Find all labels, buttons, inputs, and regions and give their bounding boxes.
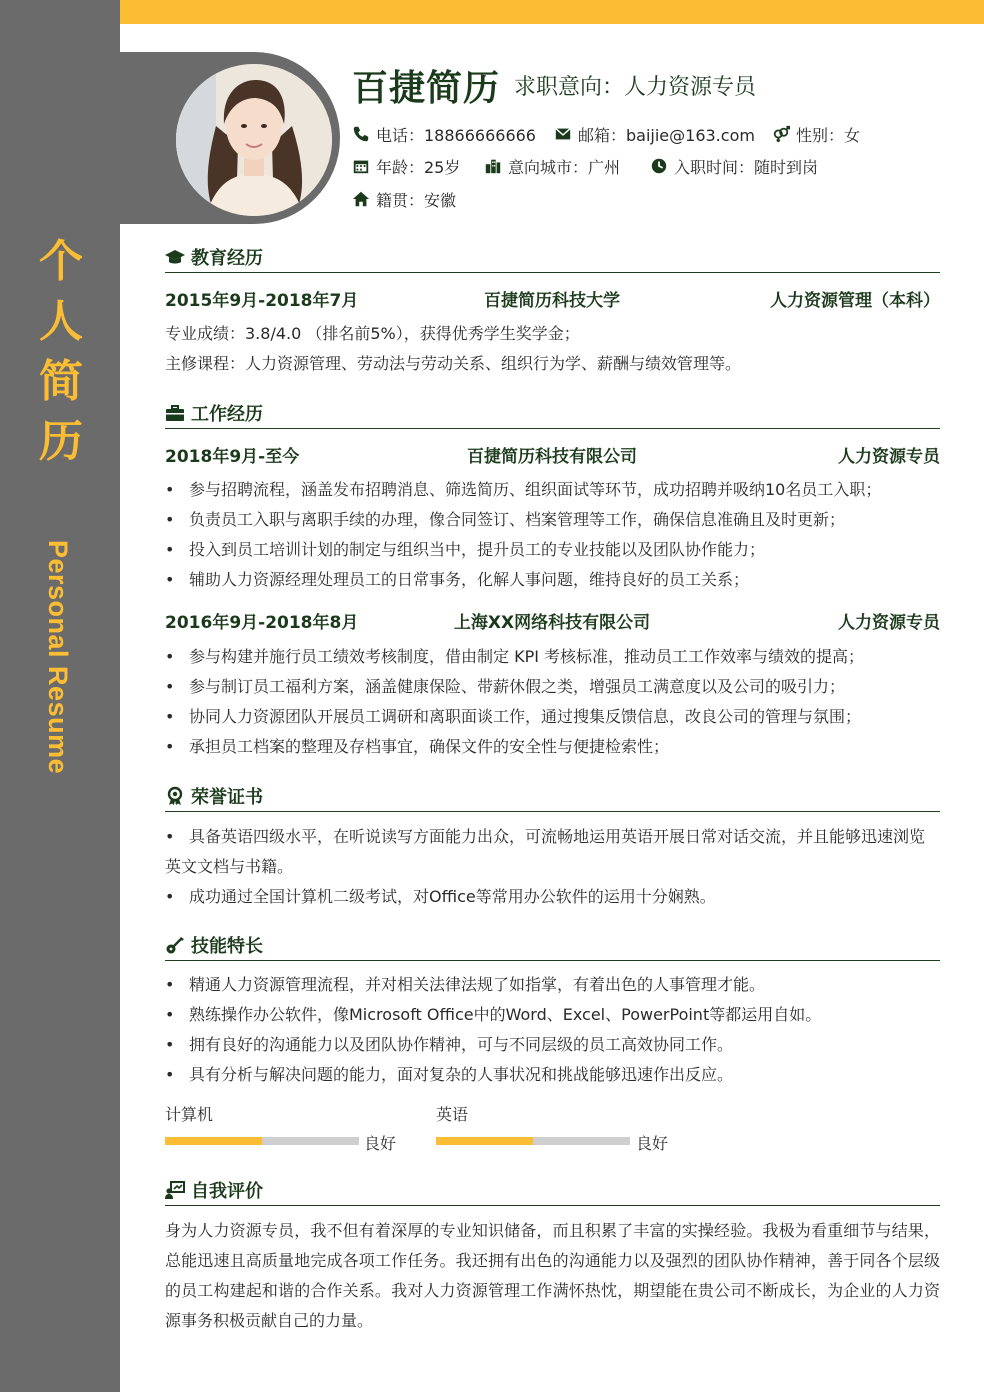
home-icon xyxy=(352,190,370,208)
bullet-text: 具备英语四级水平，在听说读写方面能力出众，可流畅地运用英语开展日常对话交流，并且能够迅速浏览英文文档与书籍。 xyxy=(165,827,926,876)
bullet-text: 成功通过全国计算机二级考试，对Office等常用办公软件的运用十分娴熟。 xyxy=(189,887,716,906)
section-title-text: 荣誉证书 xyxy=(191,787,263,808)
sidebar-title-char: 人 xyxy=(39,296,83,347)
work-bullet: • 投入到员工培训计划的制定与组织当中，提升员工的专业技能以及团队协作能力； xyxy=(165,540,766,559)
skill-bar-track xyxy=(165,1137,359,1145)
work-bullet: • 参与构建并施行员工绩效考核制度，借由制定 KPI 考核标准，推动员工工作效率与绩效的提高； xyxy=(165,647,865,666)
education-period: 2015年9月-2018年7月 xyxy=(165,290,359,311)
guitar-icon xyxy=(165,935,185,955)
honor-bullet: • 具备英语四级水平，在听说读写方面能力出众，可流畅地运用英语开展日常对话交流，并且能够迅速浏览英文文档与书籍。 xyxy=(165,827,926,876)
section-title-text: 教育经历 xyxy=(191,248,263,269)
skill-bullet: • 具有分析与解决问题的能力，面对复杂的人事状况和挑战能够迅速作出反应。 xyxy=(165,1065,734,1084)
profile-photo xyxy=(176,64,332,216)
mail-icon xyxy=(554,125,572,143)
info-email xyxy=(554,123,772,146)
section-title-text: 技能特长 xyxy=(191,936,263,957)
work-bullet: • 承担员工档案的整理及存档事宜，确保文件的安全性与便捷检索性； xyxy=(165,737,670,756)
work-role: 人力资源专员 xyxy=(838,612,940,633)
skill-level: 良好 xyxy=(636,1134,669,1153)
top-accent-bar xyxy=(120,0,984,24)
work-bullet: • 协同人力资源团队开展员工调研和离职面谈工作，通过搜集反馈信息，改良公司的管理与氛围； xyxy=(165,707,862,726)
education-major: 人力资源管理（本科） xyxy=(770,290,940,311)
bullet-text: 参与招聘流程，涵盖发布招聘消息、筛选简历、组织面试等环节，成功招聘并吸纳10名员工入职； xyxy=(189,480,882,499)
info-hometown xyxy=(352,188,456,211)
sidebar-subtitle: Personal Resume xyxy=(43,540,73,775)
bullet-text: 负责员工入职与离职手续的办理，像合同签订、档案管理等工作，确保信息准确且及时更新； xyxy=(189,510,846,529)
section-skills xyxy=(165,930,940,961)
skill-bar-track xyxy=(436,1137,630,1145)
skill-bullet: • 精通人力资源管理流程，并对相关法律法规了如指掌，有着出色的人事管理才能。 xyxy=(165,975,766,994)
info-text: 性别：女 xyxy=(796,125,861,145)
sidebar-title-char: 历 xyxy=(39,416,83,467)
skill-level: 良好 xyxy=(364,1134,397,1153)
info-text: 邮箱：baijie@163.com xyxy=(578,125,755,145)
graduation-cap-icon xyxy=(165,247,185,267)
work-entry xyxy=(165,607,940,633)
skill-bullet: • 拥有良好的沟通能力以及团队协作精神，可与不同层级的员工高效协同工作。 xyxy=(165,1035,734,1054)
bullet-text: 熟练操作办公软件，像Microsoft Office中的Word、Excel、PowerPoint等都运用自如。 xyxy=(189,1005,822,1024)
clock-icon xyxy=(650,157,668,175)
info-row xyxy=(352,187,456,211)
sidebar-title xyxy=(36,232,86,472)
work-bullet: • 负责员工入职与离职手续的办理，像合同签订、档案管理等工作，确保信息准确且及时更新； xyxy=(165,510,846,529)
work-period: 2016年9月-2018年8月 xyxy=(165,612,359,633)
info-row xyxy=(352,154,818,178)
honor-bullet: • 成功通过全国计算机二级考试，对Office等常用办公软件的运用十分娴熟。 xyxy=(165,887,716,906)
info-phone xyxy=(352,123,554,146)
skill-bar-fill xyxy=(436,1137,533,1145)
gender-icon xyxy=(772,125,790,143)
info-text: 籍贯：安徽 xyxy=(376,190,457,210)
bullet-text: 承担员工档案的整理及存档事宜，确保文件的安全性与便捷检索性； xyxy=(189,737,670,756)
section-work xyxy=(165,398,940,429)
education-school: 百捷简历科技大学 xyxy=(484,290,620,311)
skill-bullet: • 熟练操作办公软件，像Microsoft Office中的Word、Excel、PowerPoint等都运用自如。 xyxy=(165,1005,822,1024)
info-gender xyxy=(772,123,860,146)
sidebar-title-char: 个 xyxy=(39,236,83,287)
work-period: 2018年9月-至今 xyxy=(165,446,300,467)
job-intent: 求职意向：人力资源专员 xyxy=(514,75,757,100)
education-line: 专业成绩：3.8/4.0 （排名前5%），获得优秀学生奖学金； xyxy=(165,324,580,343)
city-icon xyxy=(484,157,502,175)
bullet-text: 精通人力资源管理流程，并对相关法律法规了如指掌，有着出色的人事管理才能。 xyxy=(189,975,766,994)
bullet-text: 拥有良好的沟通能力以及团队协作精神，可与不同层级的员工高效协同工作。 xyxy=(189,1035,734,1054)
section-honors xyxy=(165,781,940,812)
bullet-text: 投入到员工培训计划的制定与组织当中，提升员工的专业技能以及团队协作能力； xyxy=(189,540,766,559)
section-education xyxy=(165,242,940,273)
briefcase-icon xyxy=(165,403,185,423)
work-entry xyxy=(165,441,940,467)
calendar-icon xyxy=(352,157,370,175)
work-bullet: • 参与招聘流程，涵盖发布招聘消息、筛选简历、组织面试等环节，成功招聘并吸纳10名员工入职； xyxy=(165,480,882,499)
section-title-text: 工作经历 xyxy=(191,404,263,425)
work-company: 百捷简历科技有限公司 xyxy=(467,446,637,467)
info-row xyxy=(352,122,860,146)
bullet-text: 参与构建并施行员工绩效考核制度，借由制定 KPI 考核标准，推动员工工作效率与绩效的提高； xyxy=(189,647,865,666)
info-city xyxy=(484,155,650,178)
bullet-text: 协同人力资源团队开展员工调研和离职面谈工作，通过搜集反馈信息，改良公司的管理与氛围； xyxy=(189,707,862,726)
bullet-text: 参与制订员工福利方案，涵盖健康保险、带薪休假之类，增强员工满意度以及公司的吸引力； xyxy=(189,677,846,696)
work-company: 上海XX网络科技有限公司 xyxy=(453,612,651,633)
section-title-text: 自我评价 xyxy=(191,1181,263,1202)
work-role: 人力资源专员 xyxy=(838,446,940,467)
skill-bar-fill xyxy=(165,1137,262,1145)
education-entry xyxy=(165,285,940,311)
skill-label: 计算机 xyxy=(165,1105,214,1124)
bullet-text: 辅助人力资源经理处理员工的日常事务，化解人事问题，维持良好的员工关系； xyxy=(189,570,750,589)
bullet-text: 具有分析与解决问题的能力，面对复杂的人事状况和挑战能够迅速作出反应。 xyxy=(189,1065,734,1084)
sidebar xyxy=(0,0,120,1392)
info-start xyxy=(650,155,818,178)
self-eval-text: 身为人力资源专员，我不但有着深厚的专业知识储备，而且积累了丰富的实操经验。我极为看重细节与结果，总能迅速且高质量地完成各项工作任务。我还拥有出色的沟通能力以及强烈的团队协作精神，善于同各个层级的员工构建起和谐的合作关系。我对人力资源管理工作满怀热忱，期望能在贵公司不断成长，为企业的人力资源事务积极贡献自己的力量。 xyxy=(165,1221,940,1330)
education-line: 主修课程：人力资源管理、劳动法与劳动关系、组织行为学、薪酬与绩效管理等。 xyxy=(165,354,742,373)
section-self-eval xyxy=(165,1175,940,1206)
info-age xyxy=(352,155,484,178)
work-bullet: • 参与制订员工福利方案，涵盖健康保险、带薪休假之类，增强员工满意度以及公司的吸引力； xyxy=(165,677,846,696)
presenter-icon xyxy=(165,1180,185,1200)
work-bullet: • 辅助人力资源经理处理员工的日常事务，化解人事问题，维持良好的员工关系； xyxy=(165,570,750,589)
info-text: 电话：18866666666 xyxy=(376,125,536,145)
candidate-name: 百捷简历 xyxy=(352,68,501,109)
info-text: 入职时间：随时到岗 xyxy=(674,157,819,177)
sidebar-title-char: 简 xyxy=(39,356,83,407)
award-icon xyxy=(165,786,185,806)
skill-label: 英语 xyxy=(436,1105,469,1124)
phone-icon xyxy=(352,125,370,143)
info-text: 意向城市：广州 xyxy=(508,157,621,177)
info-text: 年龄：25岁 xyxy=(376,157,461,177)
